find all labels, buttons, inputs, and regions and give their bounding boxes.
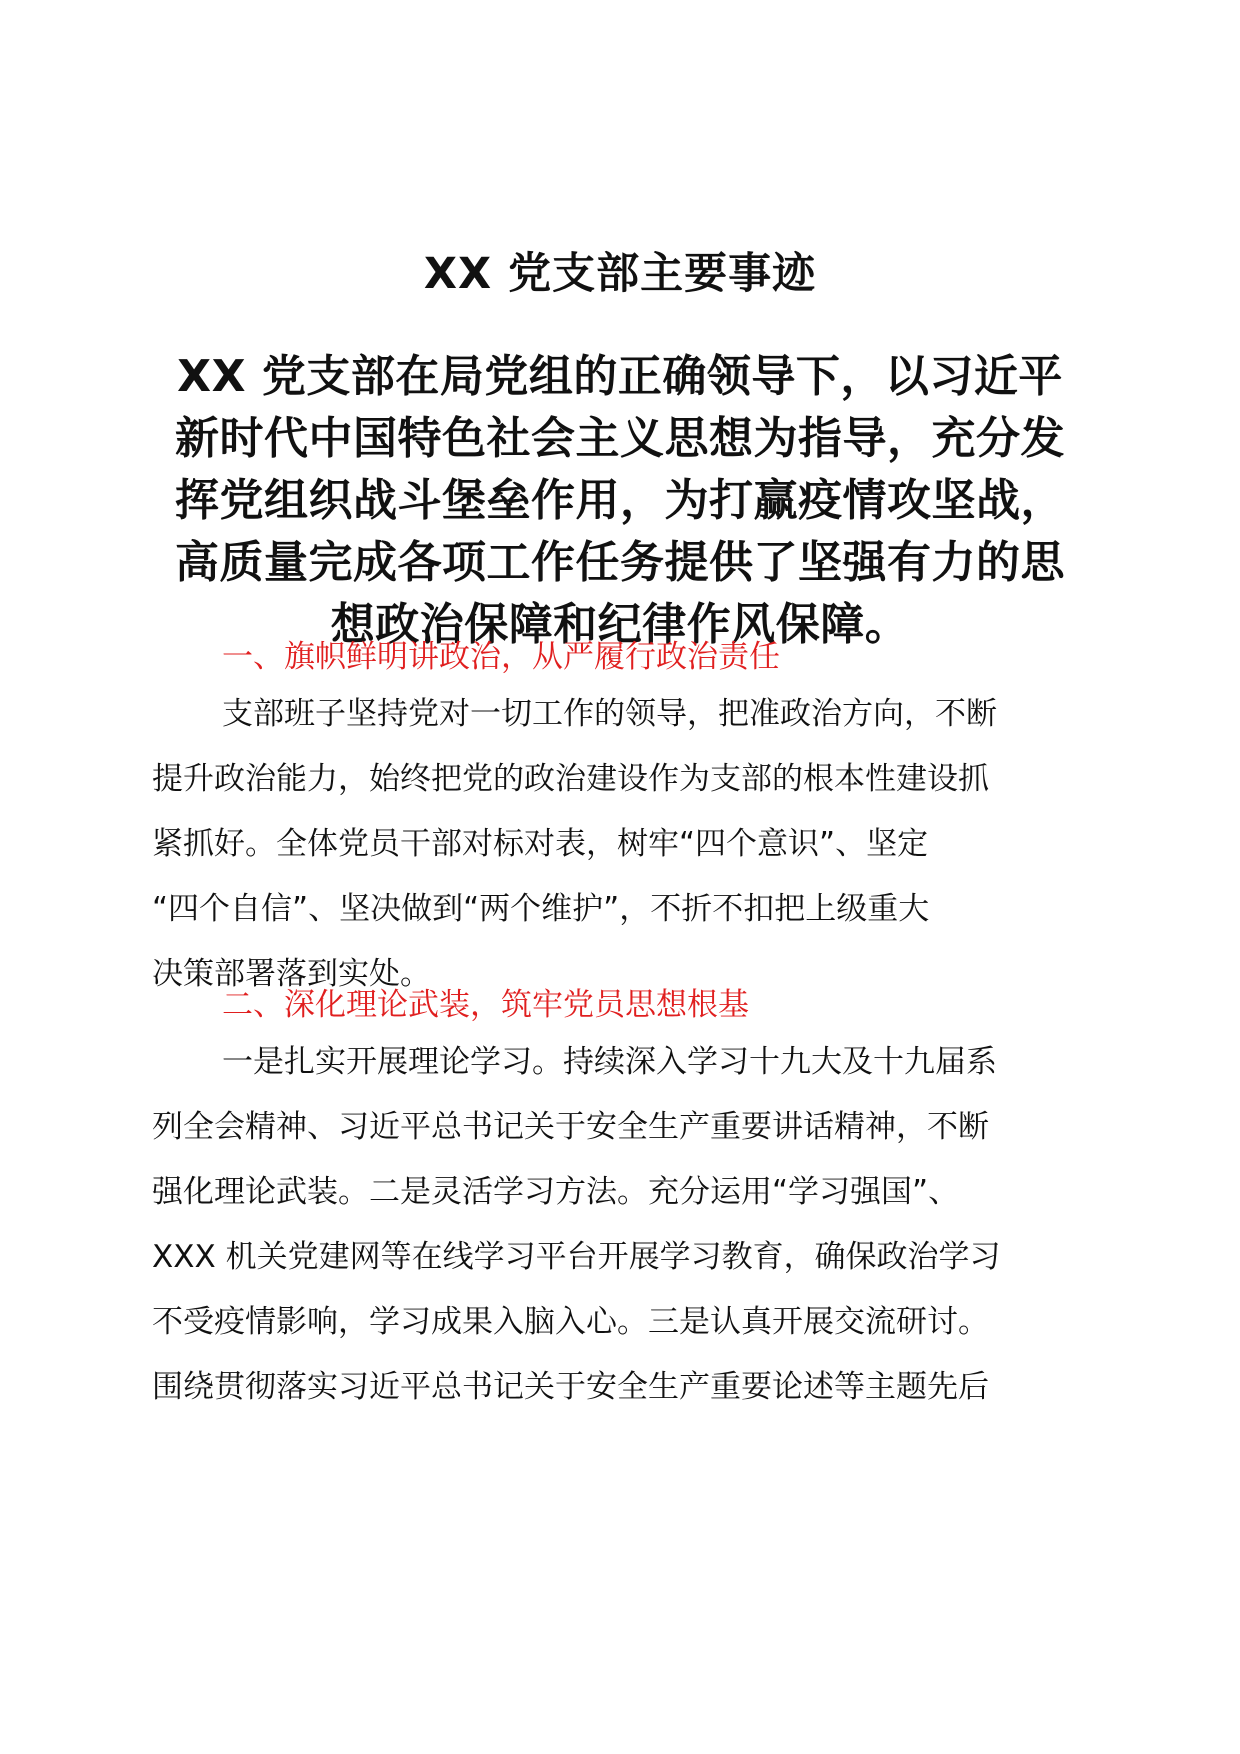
paragraph-line: 围绕贯彻落实习近平总书记关于安全生产重要论述等主题先后	[152, 1369, 989, 1405]
paragraph-line: 提升政治能力，始终把党的政治建设作为支部的根本性建设抓	[152, 761, 989, 797]
paragraph-line: XXX 机关党建网等在线学习平台开展学习教育，确保政治学习	[152, 1239, 1001, 1275]
section-2-paragraph	[152, 1030, 1092, 1420]
paragraph-line: 紧抓好。全体党员干部对标对表，树牢“四个意识”、坚定	[152, 826, 929, 862]
summary-line: 新时代中国特色社会主义思想为指导，充分发	[175, 413, 1065, 464]
summary-line: 挥党组织战斗堡垒作用，为打赢疫情攻坚战，	[175, 475, 1065, 526]
paragraph-line: 不受疫情影响，学习成果入脑入心。三是认真开展交流研讨。	[152, 1304, 989, 1340]
summary-line: 想政治保障和纪律作风保障。	[330, 599, 910, 650]
paragraph-line: 决策部署落到实处。	[152, 956, 431, 992]
paragraph-line: 支部班子坚持党对一切工作的领导，把准政治方向，不断	[222, 696, 997, 732]
summary-paragraph	[150, 346, 1090, 656]
section-1-paragraph	[152, 682, 1092, 1007]
paragraph-line: 一是扎实开展理论学习。持续深入学习十九大及十九届系	[222, 1044, 997, 1080]
summary-line: XX 党支部在局党组的正确领导下，以习近平	[177, 351, 1063, 402]
paragraph-line: “四个自信”、坚决做到“两个维护”，不折不扣把上级重大	[152, 891, 930, 927]
document-title: XX 党支部主要事迹	[423, 249, 817, 299]
summary-line: 高质量完成各项工作任务提供了坚强有力的思	[175, 537, 1065, 588]
paragraph-line: 强化理论武装。二是灵活学习方法。充分运用“学习强国”、	[152, 1174, 960, 1210]
section-1-heading: 一、旗帜鲜明讲政治，从严履行政治责任	[222, 639, 780, 675]
paragraph-line: 列全会精神、习近平总书记关于安全生产重要讲话精神，不断	[152, 1109, 989, 1145]
section-2-heading: 二、深化理论武装，筑牢党员思想根基	[222, 987, 749, 1023]
